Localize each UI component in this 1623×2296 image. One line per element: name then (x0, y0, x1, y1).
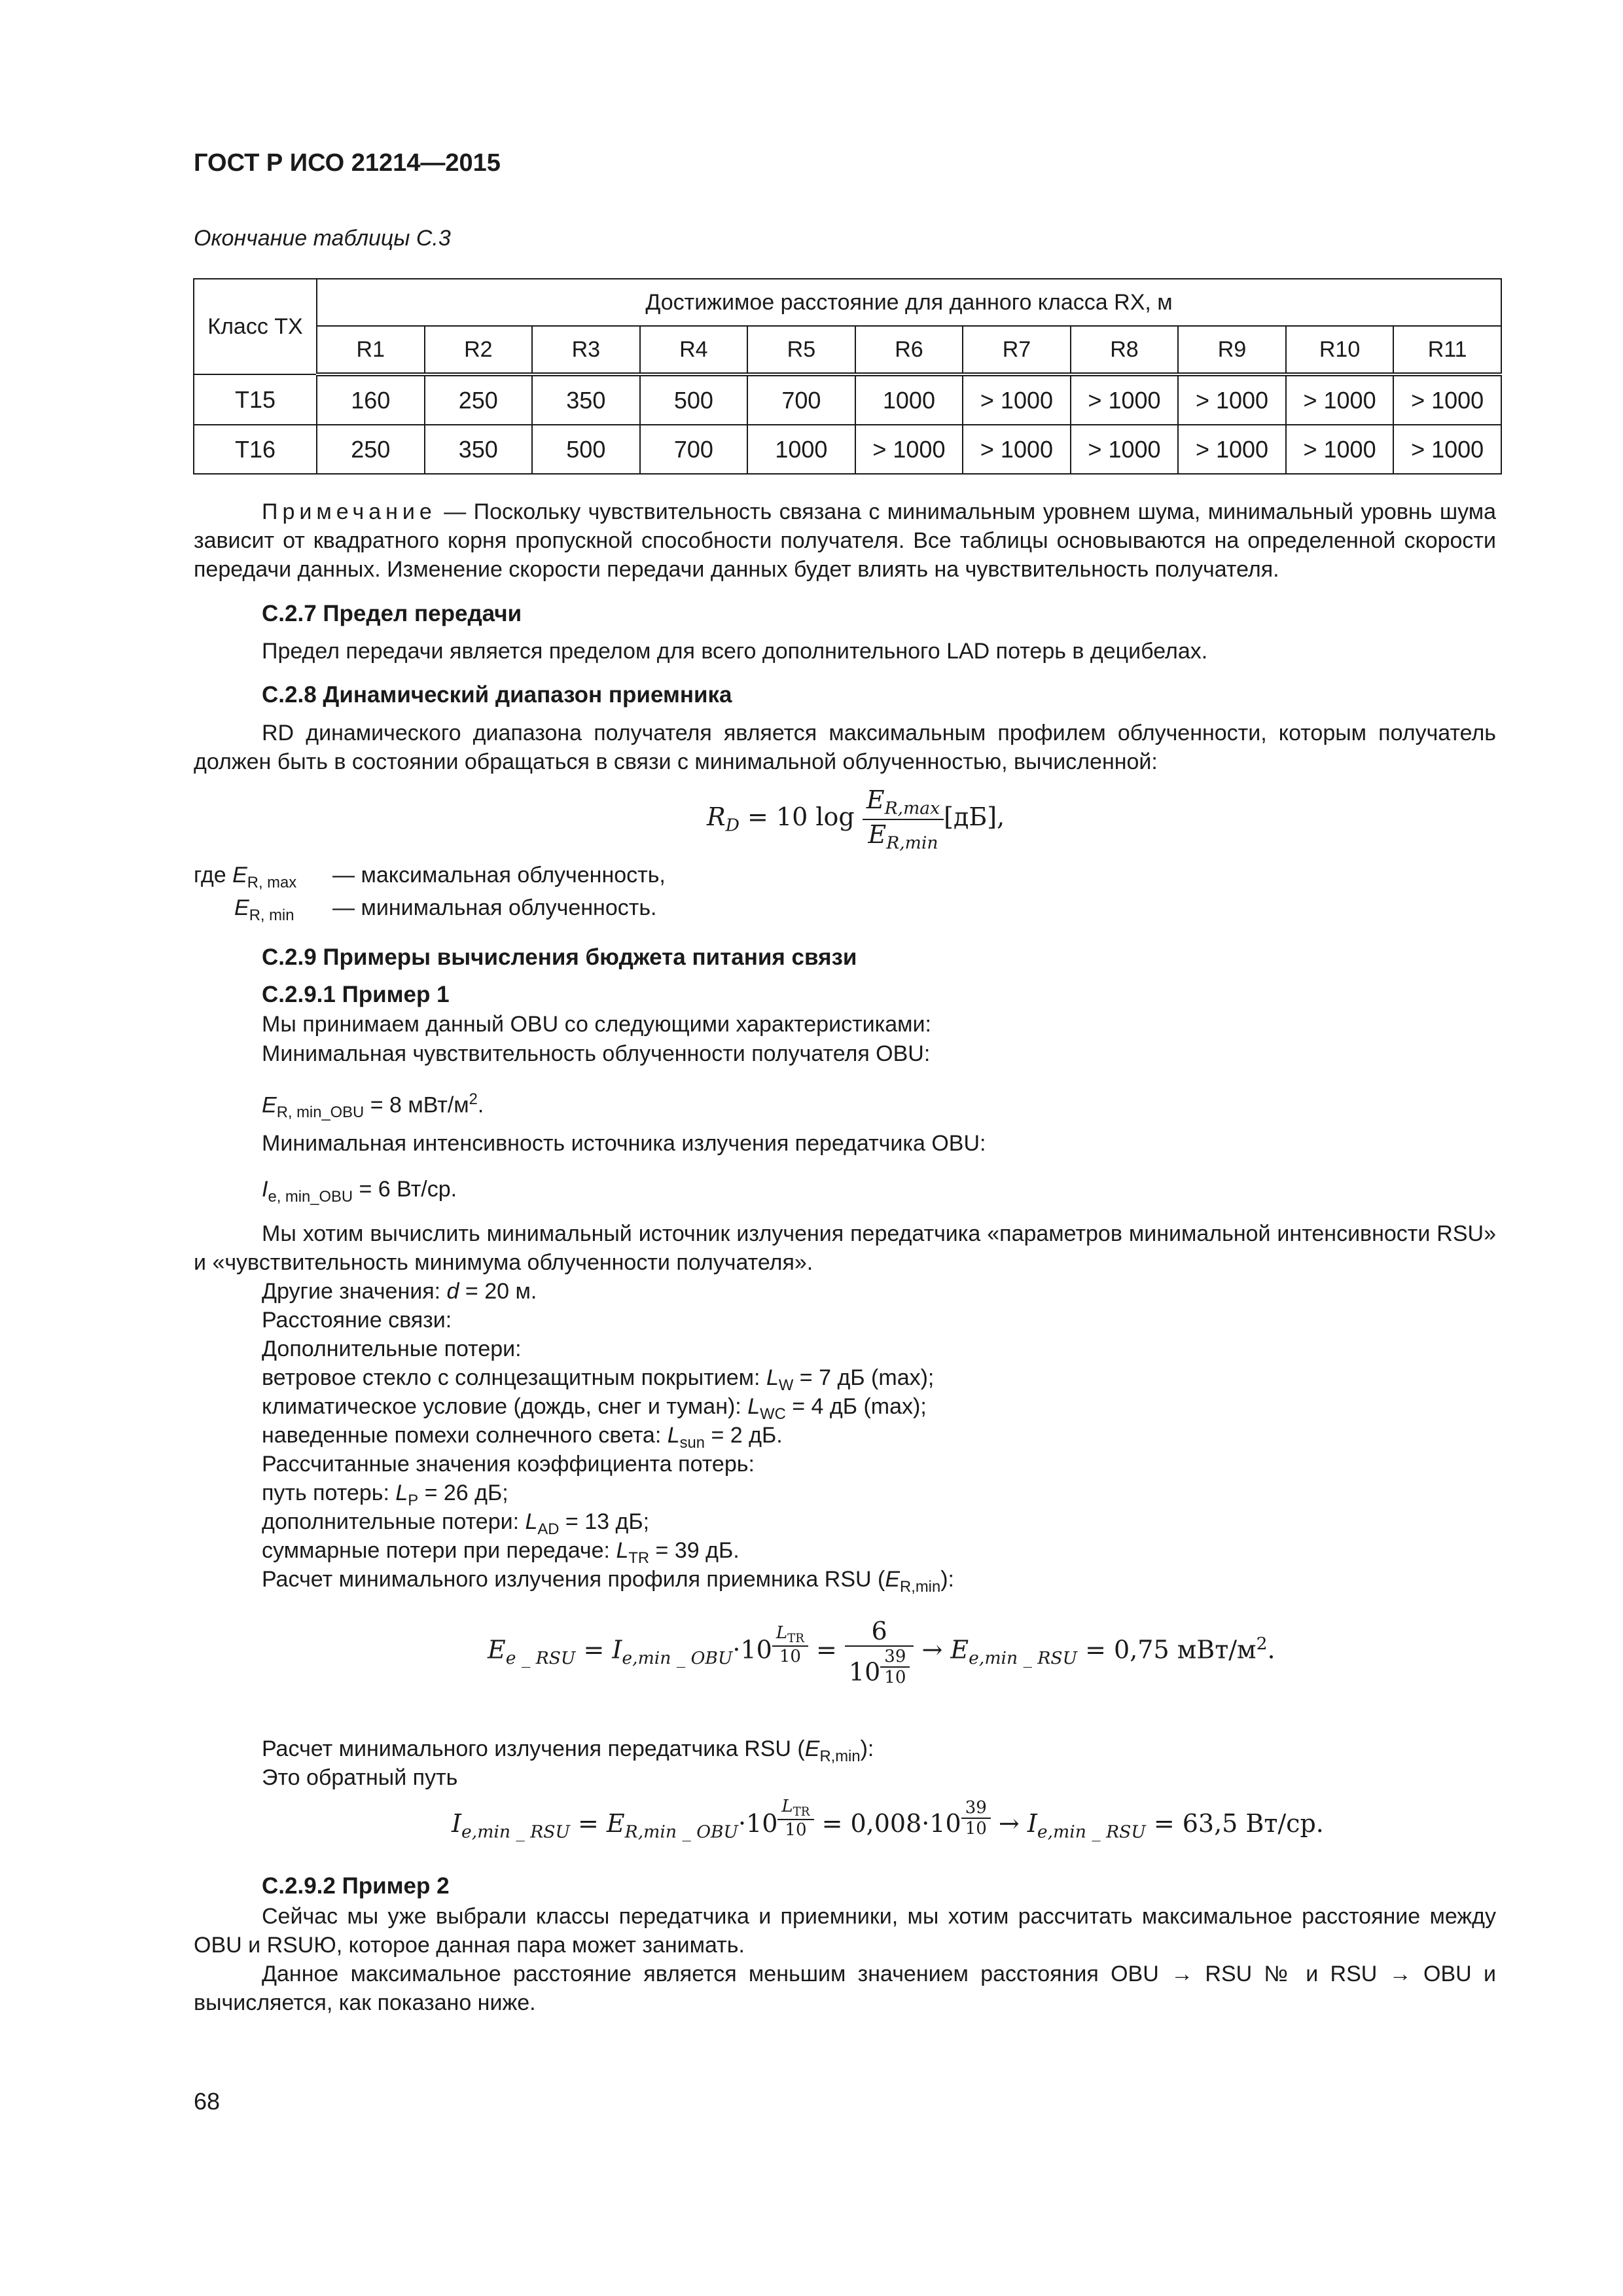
text-line: ветровое стекло с солнцезащитным покрытием: $L_W = 7$ дБ (max); (262, 1365, 935, 1394)
table-cell: > 1000 (1178, 425, 1286, 474)
column-header: R6 (855, 326, 963, 374)
table-cell: 700 (747, 374, 855, 425)
column-header: R3 (532, 326, 640, 374)
table-cell: > 1000 (1071, 425, 1179, 474)
paragraph: Сейчас мы уже выбрали классы передатчика и приемники, мы хотим рассчитать максимальное расстояние между OBU и RSUЮ, которое данная пара может занимать. (194, 1904, 1496, 1958)
subsection-title: С.2.9.1 Пример 1 (262, 982, 450, 1007)
text-line: Расчет минимального излучения передатчика RSU $(E_{R,min})$: (262, 1736, 874, 1765)
table-cell: > 1000 (1286, 374, 1394, 425)
table-cell: > 1000 (1393, 374, 1501, 425)
table-row (194, 425, 1501, 474)
formula-transmitter-intensity: $I_{e,min \_ RSU} = E_{R,min \_ OBU}\cdot 10$ $^{\frac{L_{TR}}{10}}$ = 0,008·10 $^{\frac{39}{10}}$ → $I_{e,min \_ RSU} = 63,5$ Вт/ср. (452, 1797, 1324, 1842)
table-cell: 1000 (747, 425, 855, 474)
paragraph: Предел передачи является пределом для всего дополнительного LAD потерь в децибелах. (262, 639, 1208, 664)
text-line: Мы принимаем данный OBU со следующими характеристиками: (262, 1012, 931, 1037)
section-title: С.2.9 Примеры вычисления бюджета питания связи (262, 944, 857, 970)
table-cell: > 1000 (963, 374, 1071, 425)
row-class: T15 (194, 374, 317, 425)
text-line: климатическое условие (дождь, снег и туман): $L_{WC} = 4$ дБ (max); (262, 1394, 927, 1423)
where-desc: — максимальная облученность, (332, 863, 666, 888)
section-title: С.2.8 Динамический диапазон приемника (262, 682, 732, 708)
table-cell: > 1000 (1393, 425, 1501, 474)
where-line: $E_{R, min}$ (234, 895, 294, 924)
table-cell: 250 (317, 425, 425, 474)
text-line: Другие значения: d = 20 м. (262, 1279, 537, 1304)
text-line: дополнительные потери: $L_{AD} = 13$ дБ; (262, 1509, 650, 1538)
table-cell: 500 (532, 425, 640, 474)
table-cell: 500 (640, 374, 748, 425)
column-header: R2 (425, 326, 533, 374)
table-cell: 160 (317, 374, 425, 425)
column-header: R9 (1178, 326, 1286, 374)
text-line: наведенные помехи солнечного света: $L_{sun} = 2$ дБ. (262, 1423, 783, 1452)
text-line: Минимальная чувствительность облученности получателя OBU: (262, 1041, 931, 1066)
table-cell: > 1000 (1178, 374, 1286, 425)
table-cell: > 1000 (855, 425, 963, 474)
column-header: R11 (1393, 326, 1501, 374)
value-line: $I_{e, min\_OBU} = 6$ Вт/ср. (262, 1177, 457, 1206)
note-label: Примечание (262, 499, 437, 524)
table-cell: 350 (532, 374, 640, 425)
column-header: R4 (640, 326, 748, 374)
text-line: Расчет минимального излучения профиля приемника RSU $(E_{R,min})$: (262, 1567, 954, 1596)
table-note (194, 497, 1496, 584)
table-cell: > 1000 (1286, 425, 1394, 474)
text-line: Минимальная интенсивность источника излучения передатчика OBU: (262, 1131, 986, 1156)
column-header: R10 (1286, 326, 1394, 374)
fraction: 6 10 $^{\frac{39}{10}}$ (845, 1617, 914, 1687)
column-header: R7 (963, 326, 1071, 374)
section-title: С.2.7 Предел передачи (262, 601, 522, 626)
row-class: T16 (194, 425, 317, 474)
group-header: Достижимое расстояние для данного класса RX, м (317, 279, 1501, 326)
table-caption: Окончание таблицы С.3 (194, 226, 451, 251)
fraction: $\frac{E_{R,max}}{E_{R,min}}$ (863, 785, 944, 853)
table-cell: 1000 (855, 374, 963, 425)
formula-dynamic-range: $R_D = 10$ log $\frac{E_{R,max}}{E_{R,min}}$ [дБ], (707, 785, 1005, 853)
paragraph: Мы хотим вычислить минимальный источник излучения передатчика «параметров минимальной интенсивности RSU» и «чувствительность минимума облученности получателя». (194, 1221, 1496, 1275)
paragraph: RD динамического диапазона получателя является максимальным профилем облученности, которым получатель должен быть в состоянии обращаться в связи с минимальной облученностью, вычисленной: (194, 721, 1496, 774)
value-line: $E_{R, min\_OBU} = 8$ мВт/$м^2$. (262, 1090, 484, 1122)
page-number: 68 (194, 2088, 221, 2115)
text-line: Рассчитанные значения коэффициента потерь: (262, 1452, 755, 1477)
column-header: R8 (1071, 326, 1179, 374)
distance-table (193, 278, 1502, 475)
text-line: Это обратный путь (262, 1765, 458, 1790)
paragraph: Данное максимальное расстояние является меньшим значением расстояния OBU → RSU № и RSU → OBU и вычисляется, как показано ниже. (194, 1962, 1496, 2015)
formula-receiver-irradiance: $E_{e \_ RSU} = I_{e,min \_ OBU}\cdot 10$ $^{\frac{L_{TR}}{10}}$ = 6 10 $^{\frac{39}{10}}$ → $E_{e,min \_ RSU} = 0,75$ мВт/$м^2$. (488, 1617, 1275, 1687)
where-line: где $E_{R, max}$ (194, 863, 297, 891)
text-line: Дополнительные потери: (262, 1336, 522, 1361)
subsection-title: С.2.9.2 Пример 2 (262, 1873, 450, 1899)
document-header: ГОСТ Р ИСО 21214—2015 (194, 149, 501, 177)
text-line: путь потерь: $L_P = 26$ дБ; (262, 1480, 508, 1509)
column-header: R5 (747, 326, 855, 374)
table-cell: 350 (425, 425, 533, 474)
where-desc: — минимальная облученность. (332, 895, 657, 920)
table-cell: > 1000 (963, 425, 1071, 474)
text-line: Расстояние связи: (262, 1308, 452, 1333)
class-header: Класс TX (194, 279, 317, 374)
table-row (194, 374, 1501, 425)
text-line: суммарные потери при передаче: $L_{TR} = 39$ дБ. (262, 1538, 740, 1567)
table-cell: > 1000 (1071, 374, 1179, 425)
column-header-row (194, 326, 1501, 374)
table-cell: 250 (425, 374, 533, 425)
table-cell: 700 (640, 425, 748, 474)
note-text: — Поскольку чувствительность связана с минимальным уровнем шума, минимальный уровнь шума зависит от квадратного корня пропускной способности получателя. Все таблицы основываются на определенной скорости передачи данных. Изменение скорости передачи данных будет влиять на чувствительность получателя. (194, 499, 1496, 582)
column-header: R1 (317, 326, 425, 374)
